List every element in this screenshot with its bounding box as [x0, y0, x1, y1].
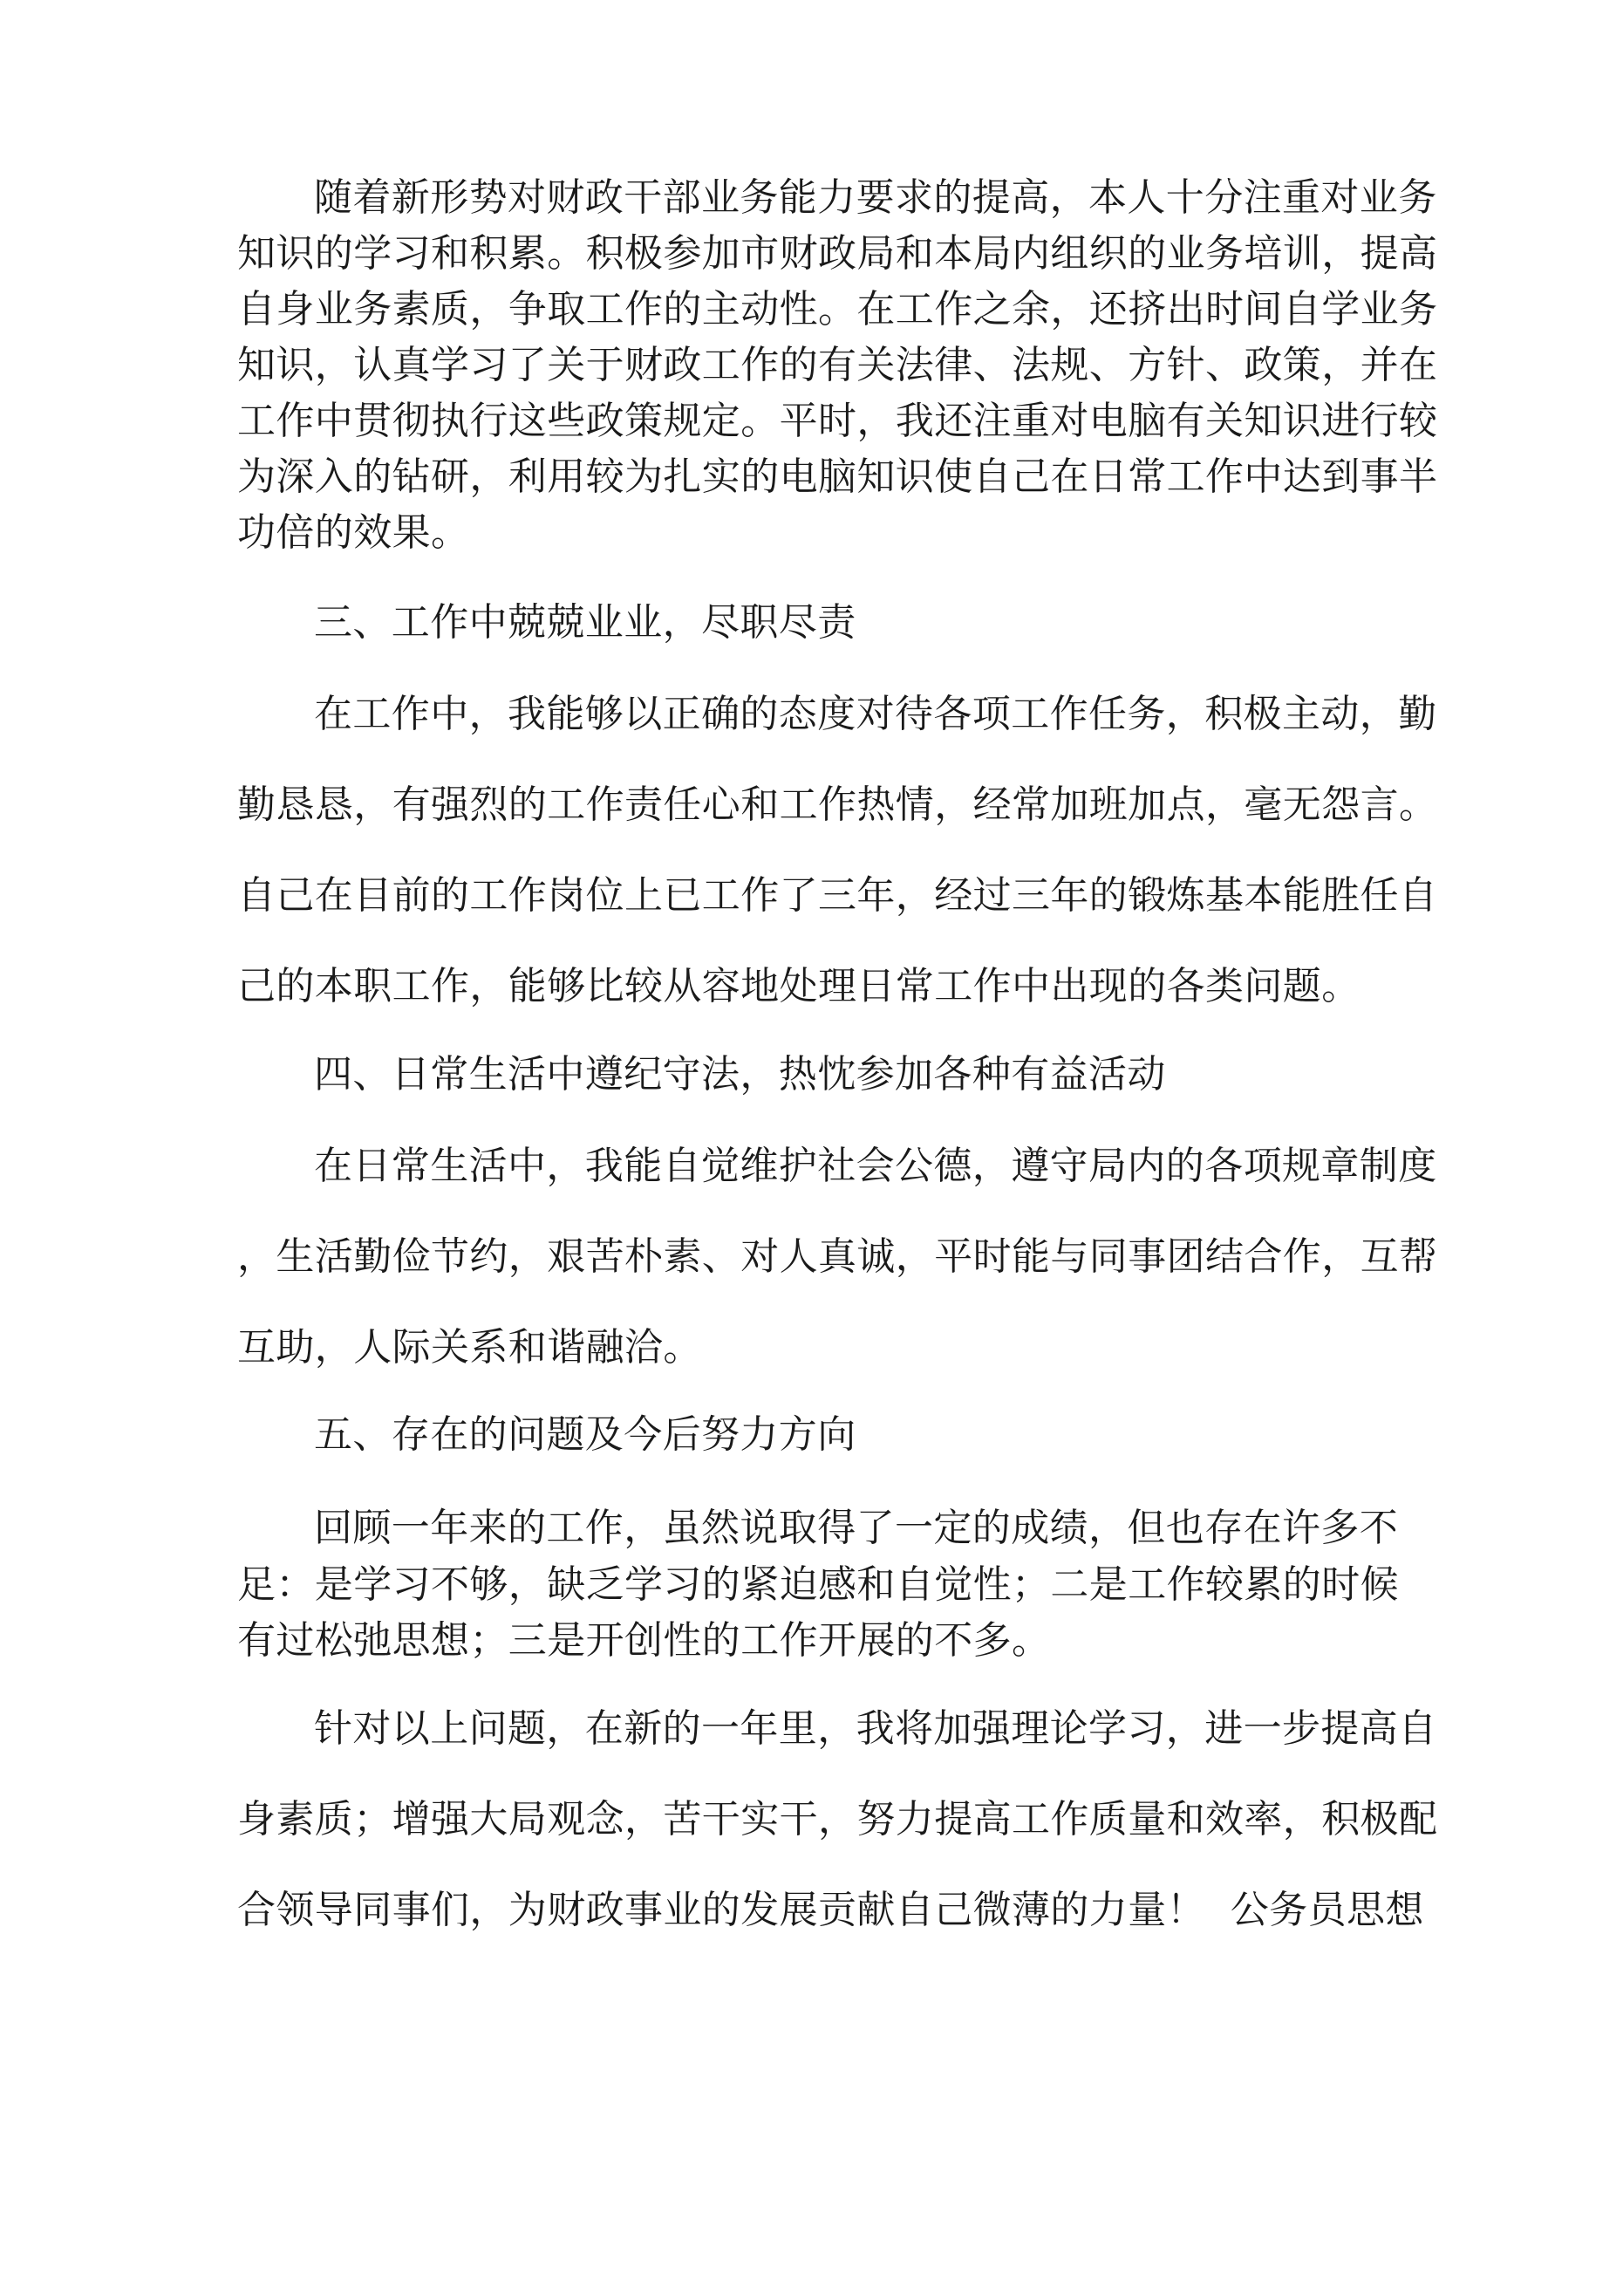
heading-section-4: 四、日常生活中遵纪守法，热忱参加各种有益活动 — [314, 1052, 1166, 1097]
paragraph-2-line-2: 勤恳恳，有强烈的工作责任心和工作热情，经常加班加点，毫无怨言。 — [237, 782, 1438, 827]
paragraph-2-line-4: 己的本职工作，能够比较从容地处理日常工作中出现的各类问题。 — [237, 964, 1360, 1008]
paragraph-1-line-2: 知识的学习和积累。积极参加市财政局和本局内组织的业务培训，提高 — [237, 231, 1438, 276]
heading-section-3: 三、工作中兢兢业业，尽职尽责 — [314, 600, 856, 645]
paragraph-1-line-7: 功倍的效果。 — [237, 510, 470, 555]
paragraph-5-line-1: 针对以上问题，在新的一年里，我将加强理论学习，进一步提高自 — [314, 1706, 1437, 1751]
paragraph-5-line-3: 合领导同事们，为财政事业的发展贡献自己微薄的力量！ 公务员思想 — [237, 1888, 1424, 1932]
paragraph-3-line-2: ，生活勤俭节约，艰苦朴素、对人真诚，平时能与同事团结合作，互帮 — [237, 1234, 1438, 1279]
paragraph-1-line-4: 知识，认真学习了关于财政工作的有关法律、法规、方针、政策，并在 — [237, 343, 1438, 387]
paragraph-1-line-5: 工作中贯彻执行这些政策规定。平时，我还注重对电脑有关知识进行较 — [237, 399, 1438, 443]
paragraph-4-line-1: 回顾一年来的工作，虽然说取得了一定的成绩，但也存在许多不 — [314, 1506, 1399, 1550]
paragraph-5-line-2: 身素质；增强大局观念，苦干实干，努力提高工作质量和效率，积极配 — [237, 1797, 1438, 1842]
paragraph-4-line-2: 足：是学习不够，缺乏学习的紧迫感和自觉性；二是工作较累的时候 — [237, 1562, 1399, 1607]
paragraph-1-line-1: 随着新形势对财政干部业务能力要求的提高，本人十分注重对业务 — [314, 175, 1437, 220]
heading-section-5: 五、存在的问题及今后努力方向 — [314, 1412, 856, 1457]
paragraph-3-line-3: 互助，人际关系和谐融洽。 — [237, 1325, 702, 1370]
paragraph-2-line-1: 在工作中，我能够以正确的态度对待各项工作任务，积极主动，勤 — [314, 692, 1437, 736]
paragraph-3-line-1: 在日常生活中，我能自觉维护社会公德，遵守局内的各项规章制度 — [314, 1144, 1437, 1188]
paragraph-4-line-3: 有过松弛思想；三是开创性的工作开展的不多。 — [237, 1618, 1051, 1663]
paragraph-1-line-6: 为深入的钻研，利用较为扎实的电脑知识使自己在日常工作中达到事半 — [237, 454, 1438, 499]
paragraph-2-line-3: 自己在目前的工作岗位上已工作了三年，经过三年的锻炼基本能胜任自 — [237, 873, 1438, 918]
paragraph-1-line-3: 自身业务素质，争取工作的主动性。在工作之余，还挤出时间自学业务 — [237, 287, 1438, 331]
